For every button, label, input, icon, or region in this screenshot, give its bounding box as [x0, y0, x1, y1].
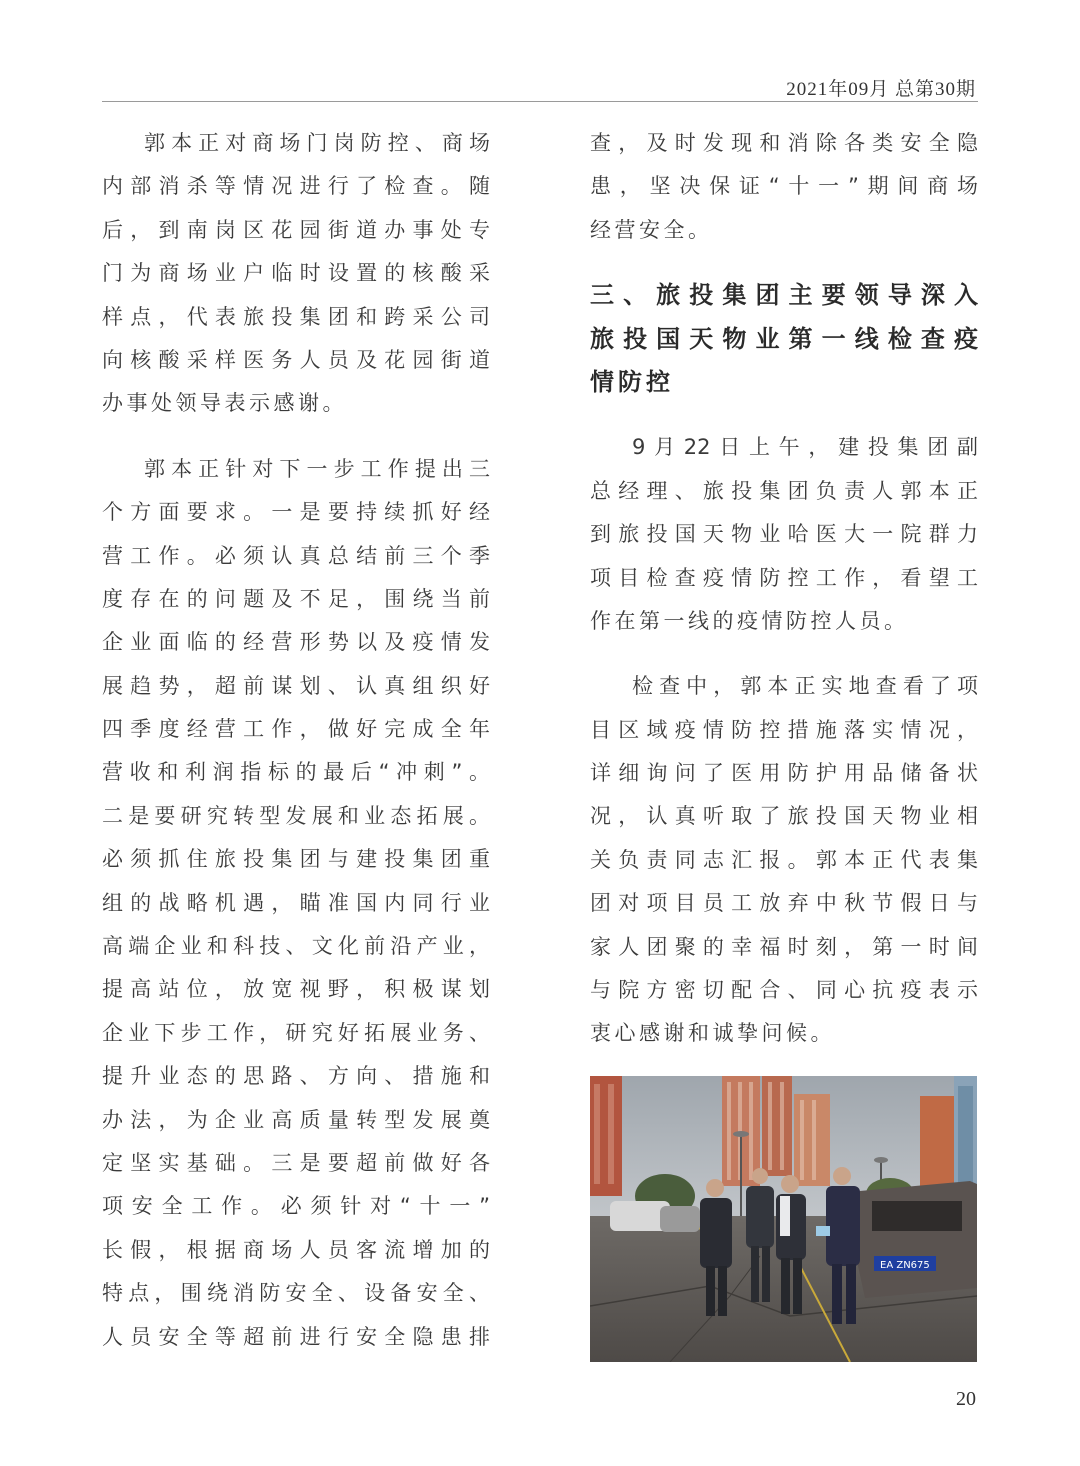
left-column [102, 122, 490, 1359]
text-line: 营收和利润指标的最后“冲刺”。 [102, 760, 490, 785]
paragraph-visit [590, 426, 978, 643]
text-line: 组的战略机遇，瞄准国内同行业 [102, 890, 490, 915]
text-line: 后，到南岗区花园街道办事处专 [102, 217, 490, 242]
text-line: 检查中，郭本正实地查看了项 [632, 674, 978, 699]
text-line: 提升业态的思路、方向、措施和 [102, 1064, 490, 1089]
license-plate-text: EA ZN675 [880, 1260, 930, 1271]
text-line: 向核酸采样医务人员及花园街道 [102, 347, 490, 372]
paragraph-inspection [102, 122, 490, 426]
text-line: 与院方密切配合、同心抗疫表示 [590, 978, 978, 1003]
text-line: 办法，为企业高质量转型发展奠 [102, 1107, 490, 1132]
text-line: 展趋势，超前谋划、认真组织好 [102, 673, 490, 698]
text-line: 营工作。必须认真总结前三个季 [102, 543, 490, 568]
text-line: 详细询问了医用防护用品储备状 [590, 761, 978, 786]
text-line: 高端企业和科技、文化前沿产业， [102, 934, 490, 959]
text-line: 提高站位，放宽视野，积极谋划 [102, 977, 490, 1002]
text-line: 门为商场业户临时设置的核酸采 [102, 261, 490, 286]
text-line: 特点，围绕消防安全、设备安全、 [102, 1281, 490, 1306]
text-line: 经营安全。 [590, 217, 713, 242]
text-line: 衷心感谢和诚挚问候。 [590, 1021, 835, 1046]
text-line: 办事处领导表示感谢。 [102, 391, 347, 416]
text-line: 企业下步工作，研究好拓展业务、 [102, 1020, 490, 1045]
text-line: 二是要研究转型发展和业态拓展。 [102, 803, 490, 828]
text-line: 9月22日上午，建投集团副 [632, 435, 978, 460]
text-line: 团对项目员工放弃中秋节假日与 [590, 891, 978, 916]
text-line: 作在第一线的疫情防控人员。 [590, 608, 909, 633]
paragraph-continuation [590, 122, 978, 252]
paragraph-requirements [102, 448, 490, 1359]
text-line: 四季度经营工作，做好完成全年 [102, 717, 490, 742]
text-line: 企业面临的经营形势以及疫情发 [102, 630, 490, 655]
section-heading [590, 274, 978, 404]
text-line: 内部消杀等情况进行了检查。随 [102, 174, 490, 199]
text-line: 郭本正针对下一步工作提出三 [144, 456, 490, 481]
issue-header: 2021年09月 总第30期 [786, 79, 976, 100]
text-line: 样点，代表旅投集团和跨采公司 [102, 304, 490, 329]
heading-line: 情防控 [590, 367, 674, 396]
header-divider [102, 101, 978, 102]
text-line: 人员安全等超前进行安全隐患排 [102, 1324, 490, 1349]
text-line: 郭本正对商场门岗防控、商场 [144, 131, 490, 155]
inspection-photo [590, 1076, 977, 1362]
text-line: 度存在的问题及不足，围绕当前 [102, 586, 490, 611]
text-line: 总经理、旅投集团负责人郭本正 [590, 478, 978, 503]
page-number: 20 [956, 1388, 976, 1410]
text-line: 项安全工作。必须针对“十一” [102, 1194, 490, 1219]
text-line: 况，认真听取了旅投国天物业相 [590, 804, 978, 829]
text-line: 到旅投国天物业哈医大一院群力 [590, 522, 978, 547]
text-line: 关负责同志汇报。郭本正代表集 [590, 847, 978, 872]
right-column [590, 122, 978, 1056]
text-line: 必须抓住旅投集团与建投集团重 [102, 847, 490, 872]
text-line: 长假，根据商场人员客流增加的 [102, 1237, 490, 1262]
text-line: 家人团聚的幸福时刻，第一时间 [590, 934, 978, 959]
heading-line: 三、旅投集团主要领导深入 [590, 281, 978, 310]
text-line: 定坚实基础。三是要超前做好各 [102, 1150, 490, 1175]
heading-line: 旅投国天物业第一线检查疫 [590, 324, 978, 353]
text-line: 个方面要求。一是要持续抓好经 [102, 500, 490, 525]
text-line: 查，及时发现和消除各类安全隐 [590, 131, 978, 155]
text-line: 项目检查疫情防控工作，看望工 [590, 565, 978, 590]
text-line: 患，坚决保证“十一”期间商场 [590, 174, 978, 199]
photo-illustration [590, 1076, 977, 1362]
paragraph-check [590, 665, 978, 1056]
text-line: 目区域疫情防控措施落实情况， [590, 717, 978, 742]
